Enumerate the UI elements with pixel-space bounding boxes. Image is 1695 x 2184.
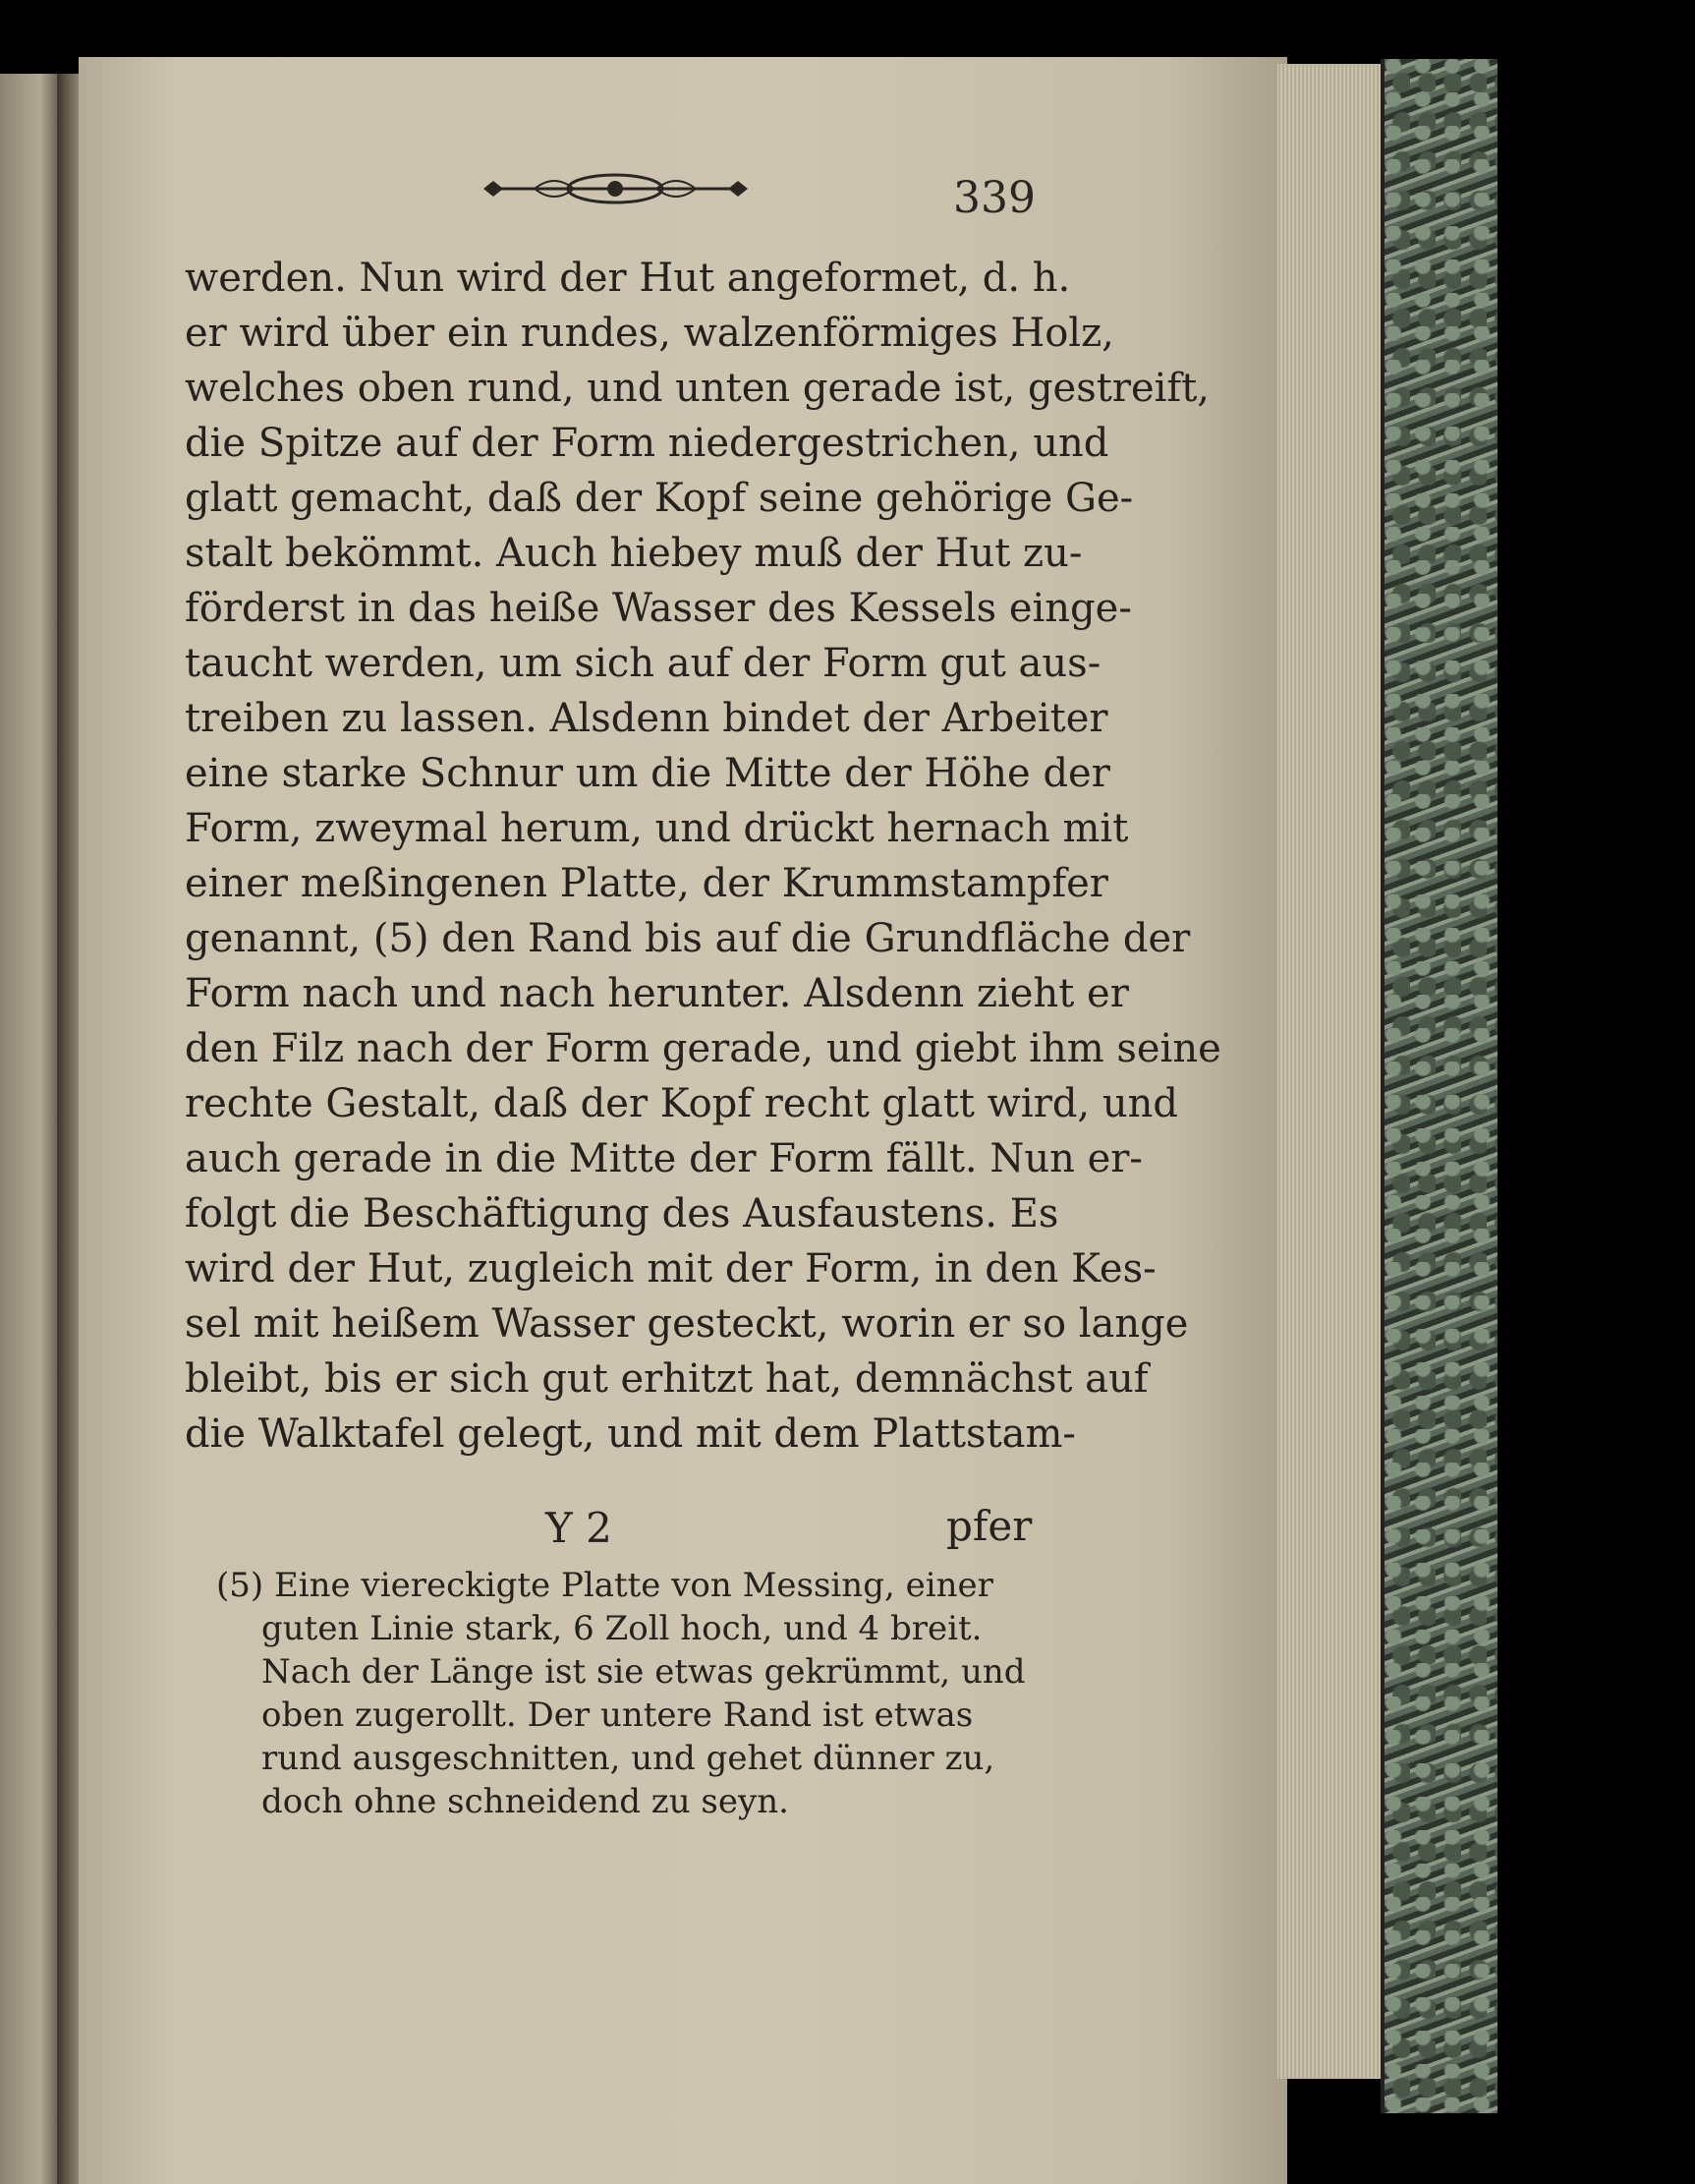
- footnote-line: guten Linie stark, 6 Zoll hoch, und 4 breit.: [261, 1609, 983, 1648]
- marbled-cover: [1381, 59, 1497, 2113]
- text-line: förderst in das heiße Wasser des Kessels einge-: [185, 586, 1132, 631]
- footnote-line: rund ausgeschnitten, und gehet dünner zu,: [261, 1739, 995, 1778]
- ornament-icon: [476, 165, 756, 212]
- text-line: die Spitze auf der Form niedergestrichen, und: [185, 421, 1109, 466]
- text-line: welches oben rund, und unten gerade ist, gestreift,: [185, 366, 1211, 411]
- text-line: genannt, (5) den Rand bis auf die Grundfläche der: [185, 916, 1191, 961]
- text-line: sel mit heißem Wasser gesteckt, worin er so lange: [185, 1301, 1189, 1347]
- text-line: rechte Gestalt, daß der Kopf recht glatt wird, und: [185, 1081, 1178, 1126]
- text-line: den Filz nach der Form gerade, und giebt ihm seine: [185, 1026, 1221, 1071]
- footnote-line: Nach der Länge ist sie etwas gekrümmt, und: [261, 1652, 1026, 1692]
- book-gutter: [57, 74, 79, 2184]
- text-line: Form, zweymal herum, und drückt hernach mit: [185, 806, 1129, 851]
- text-line: treiben zu lassen. Alsdenn bindet der Arbeiter: [185, 696, 1108, 741]
- footnote-line: doch ohne schneidend zu seyn.: [261, 1782, 789, 1821]
- text-line: die Walktafel gelegt, und mit dem Plattstam-: [185, 1411, 1076, 1457]
- catchword: pfer: [946, 1502, 1033, 1550]
- signature-mark: Y 2: [545, 1504, 612, 1552]
- text-line: taucht werden, um sich auf der Form gut aus-: [185, 641, 1102, 686]
- footnote-line: oben zugerollt. Der untere Rand ist etwas: [261, 1695, 974, 1735]
- text-line: einer meßingenen Platte, der Krummstampfer: [185, 861, 1108, 906]
- text-line: bleibt, bis er sich gut erhitzt hat, demnächst auf: [185, 1356, 1149, 1402]
- text-line: eine starke Schnur um die Mitte der Höhe der: [185, 751, 1110, 796]
- text-line: wird der Hut, zugleich mit der Form, in den Kes-: [185, 1246, 1157, 1292]
- footnote-line: (5) Eine viereckigte Platte von Messing, einer: [216, 1566, 993, 1605]
- text-line: Form nach und nach herunter. Alsdenn zieht er: [185, 971, 1129, 1016]
- text-line: glatt gemacht, daß der Kopf seine gehörige Ge-: [185, 476, 1134, 521]
- text-line: werden. Nun wird der Hut angeformet, d. h.: [185, 256, 1071, 301]
- text-line: stalt bekömmt. Auch hiebey muß der Hut zu-: [185, 531, 1083, 576]
- text-line: er wird über ein rundes, walzenförmiges Holz,: [185, 311, 1114, 356]
- left-page-edge: [0, 74, 57, 2184]
- page-number: 339: [953, 173, 1036, 223]
- text-line: folgt die Beschäftigung des Ausfaustens. Es: [185, 1191, 1059, 1236]
- text-line: auch gerade in die Mitte der Form fällt. Nun er-: [185, 1136, 1143, 1181]
